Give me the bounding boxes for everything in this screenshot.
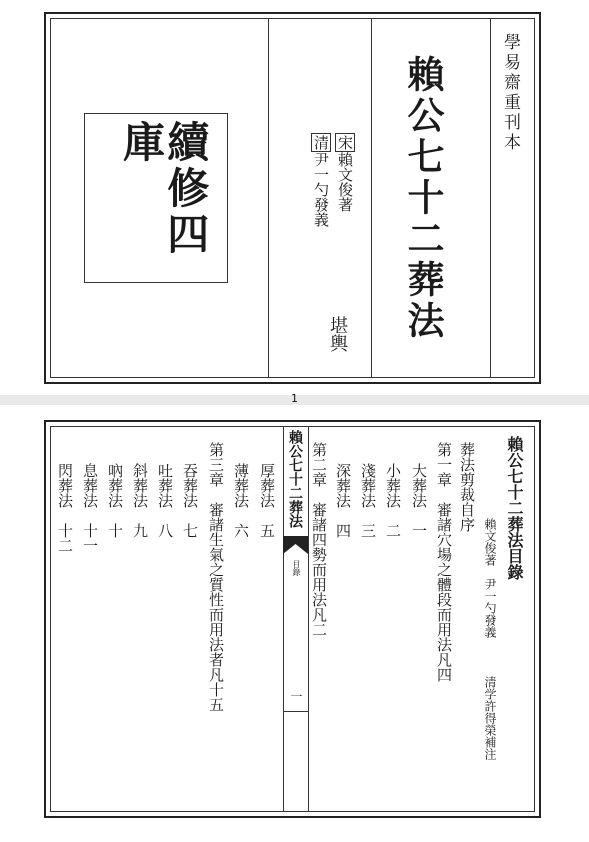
- fish-tail-mark-icon: [283, 536, 308, 558]
- toc-title: 賴公七十二葬法目錄: [505, 436, 524, 580]
- toc-entry-da: 大葬法 一: [410, 463, 428, 538]
- author-line: 賴文俊著: [336, 152, 354, 212]
- toc-author: 賴文俊著 尹一勺發義: [483, 518, 497, 638]
- toc-annotator: 清学許得榮補注: [483, 676, 497, 760]
- editor-column: [313, 133, 328, 227]
- book-title: 賴公七十二葬法: [401, 55, 445, 342]
- toc-entry-bao: 薄葬法 六: [232, 463, 250, 538]
- spine-line-right: [308, 426, 309, 812]
- seal-text: 續修四庫: [117, 120, 211, 258]
- spine-line-left: [283, 426, 284, 812]
- toc-entry-hou: 厚葬法 五: [258, 463, 276, 538]
- toc-entry-preface: 葬法剪裁自序: [458, 442, 476, 532]
- page-2-scan: [0, 408, 589, 842]
- spine-bottom-rule: [283, 711, 308, 712]
- page-1-scan: [0, 0, 589, 392]
- toc-entry-chapter-2: 第二章 審諸四勢而用法凡二: [310, 442, 328, 637]
- divider-publisher: [490, 18, 491, 378]
- toc-entry-tu: 吐葬法 八: [156, 463, 174, 538]
- toc-entry-xiao: 小葬法 二: [384, 463, 402, 538]
- toc-entry-qian: 淺葬法 三: [359, 463, 377, 538]
- dynasty-song: 宋: [336, 135, 354, 150]
- category-label: 堪輿: [327, 316, 348, 352]
- author-column: [337, 133, 352, 212]
- page-number: 1: [291, 392, 298, 405]
- toc-entry-shan: 閃葬法 十二: [56, 463, 74, 553]
- toc-entry-tun: 吞葬法 七: [181, 463, 199, 538]
- editor-line: 尹一勺發義: [312, 152, 330, 227]
- spine-title: 賴公七十二葬法: [287, 430, 303, 528]
- toc-entry-shen: 深葬法 四: [334, 463, 352, 538]
- seal-box: [84, 113, 228, 283]
- spine-page: 一: [289, 690, 303, 702]
- dynasty-qing: 清: [312, 135, 330, 150]
- spine-label: 目錄: [292, 560, 301, 576]
- toc-entry-xi: 息葬法 十一: [81, 463, 99, 553]
- divider-left-panel: [268, 18, 269, 378]
- toc-entry-na: 吶葬法 十: [106, 463, 124, 538]
- publisher-line: 學易齋重刊本: [500, 33, 520, 153]
- toc-entry-xie: 斜葬法 九: [131, 463, 149, 538]
- toc-entry-chapter-1: 第一章 審諸穴場之體段而用法凡四: [435, 442, 453, 682]
- toc-entry-chapter-3: 第三章 審諸生氣之質性而用法者凡十五: [207, 442, 225, 712]
- divider-title: [371, 18, 372, 378]
